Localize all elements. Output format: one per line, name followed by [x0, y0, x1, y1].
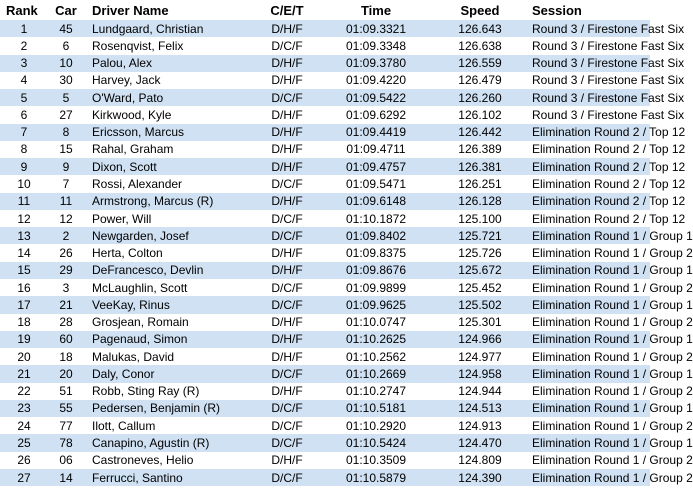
cell-car: 15 — [48, 141, 84, 158]
cell-driver-name: Herta, Colton — [84, 244, 254, 261]
table-row — [0, 89, 650, 106]
cell-driver-name: Dixon, Scott — [84, 158, 254, 175]
cell-driver-name: Malukas, David — [84, 348, 254, 365]
cell-car: 18 — [48, 348, 84, 365]
cell-session: Elimination Round 1 / Group 1 — [528, 331, 650, 348]
table-row — [0, 193, 650, 210]
cell-time: 01:09.6292 — [320, 106, 432, 123]
table-row — [0, 452, 650, 469]
cell-cet: D/C/F — [254, 279, 320, 296]
table-row — [0, 383, 650, 400]
cell-rank: 22 — [0, 383, 48, 400]
cell-driver-name: DeFrancesco, Devlin — [84, 262, 254, 279]
cell-rank: 14 — [0, 244, 48, 261]
cell-session: Elimination Round 1 / Group 2 — [528, 279, 650, 296]
cell-session: Elimination Round 2 / Top 12 — [528, 193, 650, 210]
cell-car: 6 — [48, 37, 84, 54]
cell-speed: 124.966 — [432, 331, 528, 348]
table-row — [0, 400, 650, 417]
cell-car: 2 — [48, 227, 84, 244]
cell-driver-name: Palou, Alex — [84, 55, 254, 72]
table-row — [0, 20, 650, 37]
cell-driver-name: Ferrucci, Santino — [84, 469, 254, 486]
cell-speed: 124.944 — [432, 383, 528, 400]
cell-cet: D/C/F — [254, 365, 320, 382]
cell-session: Round 3 / Firestone Fast Six — [528, 20, 650, 37]
cell-time: 01:09.3348 — [320, 37, 432, 54]
cell-time: 01:10.2669 — [320, 365, 432, 382]
cell-cet: D/C/F — [254, 400, 320, 417]
cell-speed: 124.958 — [432, 365, 528, 382]
cell-driver-name: Lundgaard, Christian — [84, 20, 254, 37]
cell-session: Elimination Round 1 / Group 2 — [528, 469, 650, 486]
cell-session: Elimination Round 1 / Group 1 — [528, 227, 650, 244]
cell-speed: 125.100 — [432, 210, 528, 227]
cell-speed: 126.260 — [432, 89, 528, 106]
cell-time: 01:09.4711 — [320, 141, 432, 158]
cell-speed: 124.977 — [432, 348, 528, 365]
cell-car: 45 — [48, 20, 84, 37]
cell-rank: 9 — [0, 158, 48, 175]
cell-rank: 11 — [0, 193, 48, 210]
cell-rank: 19 — [0, 331, 48, 348]
header-session: Session — [528, 0, 650, 20]
cell-rank: 2 — [0, 37, 48, 54]
cell-speed: 125.452 — [432, 279, 528, 296]
cell-car: 28 — [48, 314, 84, 331]
cell-car: 30 — [48, 72, 84, 89]
cell-cet: D/H/F — [254, 193, 320, 210]
cell-car: 29 — [48, 262, 84, 279]
cell-rank: 10 — [0, 175, 48, 192]
cell-time: 01:09.9899 — [320, 279, 432, 296]
cell-driver-name: Rahal, Graham — [84, 141, 254, 158]
cell-cet: D/H/F — [254, 348, 320, 365]
cell-driver-name: Pedersen, Benjamin (R) — [84, 400, 254, 417]
cell-rank: 3 — [0, 55, 48, 72]
cell-cet: D/H/F — [254, 314, 320, 331]
cell-session: Elimination Round 2 / Top 12 — [528, 175, 650, 192]
header-speed: Speed — [432, 0, 528, 20]
cell-cet: D/H/F — [254, 158, 320, 175]
cell-speed: 126.638 — [432, 37, 528, 54]
cell-rank: 7 — [0, 124, 48, 141]
cell-time: 01:10.2562 — [320, 348, 432, 365]
cell-cet: D/H/F — [254, 383, 320, 400]
table-row — [0, 227, 650, 244]
cell-session: Round 3 / Firestone Fast Six — [528, 106, 650, 123]
cell-cet: D/C/F — [254, 434, 320, 451]
cell-speed: 126.479 — [432, 72, 528, 89]
cell-driver-name: Castroneves, Helio — [84, 452, 254, 469]
table-row — [0, 262, 650, 279]
cell-rank: 23 — [0, 400, 48, 417]
cell-rank: 8 — [0, 141, 48, 158]
cell-driver-name: Robb, Sting Ray (R) — [84, 383, 254, 400]
cell-speed: 126.128 — [432, 193, 528, 210]
cell-speed: 126.643 — [432, 20, 528, 37]
cell-rank: 18 — [0, 314, 48, 331]
cell-speed: 126.251 — [432, 175, 528, 192]
table-row — [0, 417, 650, 434]
cell-rank: 20 — [0, 348, 48, 365]
cell-speed: 124.913 — [432, 417, 528, 434]
cell-driver-name: Newgarden, Josef — [84, 227, 254, 244]
cell-driver-name: Rosenqvist, Felix — [84, 37, 254, 54]
cell-session: Elimination Round 1 / Group 2 — [528, 348, 650, 365]
table-row — [0, 279, 650, 296]
cell-rank: 16 — [0, 279, 48, 296]
cell-session: Elimination Round 1 / Group 1 — [528, 262, 650, 279]
cell-rank: 6 — [0, 106, 48, 123]
cell-cet: D/H/F — [254, 20, 320, 37]
table-row — [0, 37, 650, 54]
cell-session: Elimination Round 2 / Top 12 — [528, 141, 650, 158]
cell-time: 01:10.5879 — [320, 469, 432, 486]
cell-cet: D/H/F — [254, 331, 320, 348]
cell-rank: 25 — [0, 434, 48, 451]
cell-driver-name: Canapino, Agustin (R) — [84, 434, 254, 451]
header-car: Car — [48, 0, 84, 20]
table-row — [0, 296, 650, 313]
cell-cet: D/H/F — [254, 141, 320, 158]
cell-car: 14 — [48, 469, 84, 486]
cell-cet: D/H/F — [254, 124, 320, 141]
cell-driver-name: O'Ward, Pato — [84, 89, 254, 106]
header-row — [0, 0, 650, 20]
cell-driver-name: Ericsson, Marcus — [84, 124, 254, 141]
cell-cet: D/C/F — [254, 89, 320, 106]
cell-car: 11 — [48, 193, 84, 210]
cell-driver-name: Harvey, Jack — [84, 72, 254, 89]
cell-session: Round 3 / Firestone Fast Six — [528, 37, 650, 54]
table-row — [0, 55, 650, 72]
cell-session: Elimination Round 2 / Top 12 — [528, 210, 650, 227]
cell-cet: D/H/F — [254, 72, 320, 89]
header-cet: C/E/T — [254, 0, 320, 20]
cell-speed: 124.390 — [432, 469, 528, 486]
cell-car: 26 — [48, 244, 84, 261]
cell-cet: D/C/F — [254, 175, 320, 192]
table-row — [0, 141, 650, 158]
cell-time: 01:10.2920 — [320, 417, 432, 434]
cell-speed: 126.381 — [432, 158, 528, 175]
cell-speed: 124.809 — [432, 452, 528, 469]
table-row — [0, 314, 650, 331]
cell-car: 5 — [48, 89, 84, 106]
table-row — [0, 331, 650, 348]
table-row — [0, 158, 650, 175]
cell-car: 8 — [48, 124, 84, 141]
cell-rank: 4 — [0, 72, 48, 89]
cell-time: 01:10.2747 — [320, 383, 432, 400]
cell-time: 01:09.4757 — [320, 158, 432, 175]
cell-rank: 15 — [0, 262, 48, 279]
table-row — [0, 175, 650, 192]
cell-session: Elimination Round 1 / Group 1 — [528, 365, 650, 382]
header-rank: Rank — [0, 0, 48, 20]
cell-rank: 26 — [0, 452, 48, 469]
cell-session: Elimination Round 1 / Group 2 — [528, 244, 650, 261]
table-row — [0, 365, 650, 382]
cell-rank: 5 — [0, 89, 48, 106]
cell-time: 01:10.2625 — [320, 331, 432, 348]
cell-rank: 21 — [0, 365, 48, 382]
cell-session: Elimination Round 1 / Group 1 — [528, 434, 650, 451]
cell-driver-name: Armstrong, Marcus (R) — [84, 193, 254, 210]
cell-cet: D/C/F — [254, 227, 320, 244]
cell-driver-name: Grosjean, Romain — [84, 314, 254, 331]
cell-speed: 125.721 — [432, 227, 528, 244]
cell-car: 51 — [48, 383, 84, 400]
cell-speed: 125.672 — [432, 262, 528, 279]
cell-cet: D/C/F — [254, 417, 320, 434]
cell-speed: 126.389 — [432, 141, 528, 158]
cell-cet: D/C/F — [254, 469, 320, 486]
cell-session: Elimination Round 1 / Group 2 — [528, 417, 650, 434]
cell-car: 7 — [48, 175, 84, 192]
cell-session: Round 3 / Firestone Fast Six — [528, 55, 650, 72]
cell-time: 01:09.4419 — [320, 124, 432, 141]
cell-car: 77 — [48, 417, 84, 434]
cell-rank: 12 — [0, 210, 48, 227]
cell-cet: D/H/F — [254, 55, 320, 72]
cell-cet: D/C/F — [254, 296, 320, 313]
cell-time: 01:09.4220 — [320, 72, 432, 89]
cell-time: 01:10.3509 — [320, 452, 432, 469]
cell-time: 01:09.5471 — [320, 175, 432, 192]
cell-car: 27 — [48, 106, 84, 123]
cell-session: Elimination Round 2 / Top 12 — [528, 158, 650, 175]
cell-time: 01:10.5181 — [320, 400, 432, 417]
cell-car: 12 — [48, 210, 84, 227]
cell-speed: 124.470 — [432, 434, 528, 451]
cell-session: Round 3 / Firestone Fast Six — [528, 72, 650, 89]
cell-time: 01:09.8402 — [320, 227, 432, 244]
cell-speed: 124.513 — [432, 400, 528, 417]
table-row — [0, 106, 650, 123]
cell-cet: D/H/F — [254, 452, 320, 469]
cell-session: Elimination Round 1 / Group 2 — [528, 452, 650, 469]
table-row — [0, 124, 650, 141]
cell-car: 78 — [48, 434, 84, 451]
cell-rank: 17 — [0, 296, 48, 313]
table-row — [0, 469, 650, 486]
cell-time: 01:10.0747 — [320, 314, 432, 331]
cell-rank: 24 — [0, 417, 48, 434]
cell-session: Elimination Round 1 / Group 2 — [528, 314, 650, 331]
cell-time: 01:09.5422 — [320, 89, 432, 106]
cell-time: 01:10.5424 — [320, 434, 432, 451]
table-body — [0, 20, 693, 486]
cell-car: 60 — [48, 331, 84, 348]
cell-driver-name: Rossi, Alexander — [84, 175, 254, 192]
cell-car: 9 — [48, 158, 84, 175]
cell-car: 20 — [48, 365, 84, 382]
cell-car: 3 — [48, 279, 84, 296]
cell-driver-name: VeeKay, Rinus — [84, 296, 254, 313]
header-driver-name: Driver Name — [84, 0, 254, 20]
cell-time: 01:09.8375 — [320, 244, 432, 261]
cell-rank: 27 — [0, 469, 48, 486]
cell-time: 01:09.6148 — [320, 193, 432, 210]
cell-cet: D/H/F — [254, 106, 320, 123]
table-row — [0, 434, 650, 451]
cell-speed: 125.502 — [432, 296, 528, 313]
table-header — [0, 0, 650, 20]
cell-cet: D/C/F — [254, 210, 320, 227]
cell-time: 01:09.8676 — [320, 262, 432, 279]
cell-time: 01:09.3321 — [320, 20, 432, 37]
cell-cet: D/C/F — [254, 37, 320, 54]
cell-session: Round 3 / Firestone Fast Six — [528, 89, 650, 106]
cell-rank: 1 — [0, 20, 48, 37]
cell-speed: 125.726 — [432, 244, 528, 261]
cell-session: Elimination Round 2 / Top 12 — [528, 124, 650, 141]
cell-session: Elimination Round 1 / Group 1 — [528, 296, 650, 313]
cell-driver-name: Daly, Conor — [84, 365, 254, 382]
cell-car: 06 — [48, 452, 84, 469]
cell-time: 01:09.3780 — [320, 55, 432, 72]
cell-speed: 126.102 — [432, 106, 528, 123]
table-row — [0, 72, 650, 89]
cell-speed: 126.442 — [432, 124, 528, 141]
cell-driver-name: Power, Will — [84, 210, 254, 227]
cell-driver-name: Pagenaud, Simon — [84, 331, 254, 348]
cell-car: 55 — [48, 400, 84, 417]
cell-driver-name: McLaughlin, Scott — [84, 279, 254, 296]
cell-cet: D/H/F — [254, 262, 320, 279]
cell-session: Elimination Round 1 / Group 2 — [528, 383, 650, 400]
cell-rank: 13 — [0, 227, 48, 244]
table-row — [0, 244, 650, 261]
cell-driver-name: Kirkwood, Kyle — [84, 106, 254, 123]
cell-driver-name: Ilott, Callum — [84, 417, 254, 434]
cell-car: 10 — [48, 55, 84, 72]
cell-time: 01:09.9625 — [320, 296, 432, 313]
cell-car: 21 — [48, 296, 84, 313]
cell-cet: D/H/F — [254, 244, 320, 261]
header-time: Time — [320, 0, 432, 20]
table-row — [0, 210, 650, 227]
cell-speed: 126.559 — [432, 55, 528, 72]
cell-time: 01:10.1872 — [320, 210, 432, 227]
cell-speed: 125.301 — [432, 314, 528, 331]
table-row — [0, 348, 650, 365]
cell-session: Elimination Round 1 / Group 1 — [528, 400, 650, 417]
